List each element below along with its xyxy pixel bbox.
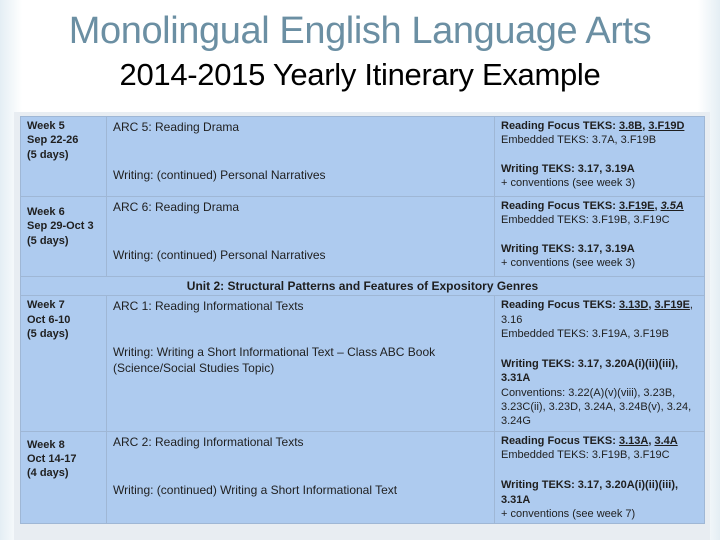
writing-topic: Writing: (continued) Writing a Short Informational Text	[113, 482, 398, 497]
teks-code: 3.5A	[660, 200, 684, 212]
reading-focus-label: Reading Focus TEKS:	[501, 434, 616, 447]
week-dates: Oct 6-10	[27, 313, 71, 326]
unit-banner: Unit 2: Structural Patterns and Features of Expository Genres	[21, 277, 705, 296]
week-label: Week 8	[27, 438, 65, 451]
writing-topic-line2: (Science/Social Studies Topic)	[113, 361, 275, 376]
conventions-line: 3.23C(ii), 3.23D, 3.24A, 3.24B(v), 3.24,	[501, 401, 692, 414]
week-days: (4 days)	[27, 467, 69, 480]
reading-focus-label: Reading Focus TEKS:	[501, 200, 616, 212]
arc-cell	[107, 197, 495, 277]
week-dates: Sep 22-26	[27, 134, 79, 147]
teks-cell: Reading Focus TEKS: 3.8B, 3.F19D Embedded TEKS: 3.7A, 3.F19B Writing TEKS: 3.17, 3.19A + conventions (see week 3)	[495, 117, 705, 197]
week-cell	[21, 117, 107, 197]
arc-cell	[107, 431, 495, 523]
arc-title: ARC 2: Reading Informational Texts	[113, 434, 304, 449]
week-days: (5 days)	[27, 234, 69, 247]
writing-teks: Writing TEKS: 3.17, 3.20A(i)(ii)(iii), 3.31A	[501, 479, 679, 506]
reading-focus-label: Reading Focus TEKS:	[501, 120, 616, 132]
teks-cell: Reading Focus TEKS: 3.F19E, 3.5A Embedded TEKS: 3.F19B, 3.F19C Writing TEKS: 3.17, 3.19A + conventions (see week 3)	[495, 197, 705, 277]
slide-title: Monolingual English Language Arts	[68, 10, 652, 52]
week-label: Week 5	[27, 120, 65, 132]
writing-teks: Writing TEKS: 3.17, 3.19A	[501, 242, 635, 255]
teks-code: 3.F19E	[654, 299, 690, 312]
embedded-teks: Embedded TEKS: 3.F19B, 3.F19C	[501, 214, 670, 227]
writing-topic: Writing: (continued) Personal Narratives	[113, 248, 326, 262]
table-row	[21, 117, 705, 197]
writing-topic: Writing: (continued) Personal Narratives	[113, 168, 326, 182]
teks-code: 3.13A	[618, 434, 649, 447]
slide-subtitle: 2014-2015 Yearly Itinerary Example	[119, 57, 601, 92]
arc-title: ARC 5: Reading Drama	[113, 120, 240, 134]
teks-cell: Reading Focus TEKS: 3.13D, 3.F19E, 3.16 Embedded TEKS: 3.F19A, 3.F19B Writing TEKS: 3.17, 3.20A(i)(ii)(iii), 3.31A Conventions: 3.22(A)(v)(viii), 3.23B, 3.23C(ii), 3.23D, 3.24A, 3.24B(v), 3.24, 3.24G	[495, 296, 705, 431]
week-cell	[21, 296, 107, 431]
arc-title: ARC 1: Reading Informational Texts	[113, 299, 304, 314]
teks-code: 3.16	[501, 313, 523, 326]
conventions-line: Conventions: 3.22(A)(v)(viii), 3.23B,	[501, 386, 676, 399]
conventions-line: 3.24G	[501, 415, 531, 428]
teks-code: 3.4A	[654, 434, 678, 447]
week-days: (5 days)	[27, 148, 69, 161]
arc-title: ARC 6: Reading Drama	[113, 200, 240, 214]
week-label: Week 6	[27, 206, 65, 218]
embedded-teks: Embedded TEKS: 3.F19B, 3.F19C	[501, 448, 670, 461]
week-cell	[21, 197, 107, 277]
teks-code: 3.8B	[618, 120, 643, 132]
itinerary-table	[20, 116, 705, 524]
table-row	[21, 296, 705, 431]
week-dates: Oct 14-17	[27, 452, 77, 465]
teks-code: 3.F19D	[648, 120, 685, 132]
writing-teks: Writing TEKS: 3.17, 3.20A(i)(ii)(iii), 3.31A	[501, 358, 679, 385]
writing-teks: Writing TEKS: 3.17, 3.19A	[501, 162, 635, 175]
week-dates: Sep 29-Oct 3	[27, 220, 94, 233]
writing-teks-extra: + conventions (see week 3)	[501, 176, 636, 189]
reading-focus-label: Reading Focus TEKS:	[501, 299, 616, 312]
unit-banner-row	[21, 277, 705, 296]
week-label: Week 7	[27, 299, 65, 312]
teks-cell: Reading Focus TEKS: 3.13A, 3.4A Embedded TEKS: 3.F19B, 3.F19C Writing TEKS: 3.17, 3.20A(i)(ii)(iii), 3.31A + conventions (see week 7)	[495, 431, 705, 523]
teks-code: 3.F19E	[618, 200, 655, 212]
teks-code: 3.13D	[618, 299, 649, 312]
arc-cell	[107, 117, 495, 197]
table-row	[21, 431, 705, 523]
arc-cell	[107, 296, 495, 431]
embedded-teks: Embedded TEKS: 3.F19A, 3.F19B	[501, 327, 669, 340]
writing-teks-extra: + conventions (see week 3)	[501, 256, 636, 269]
week-days: (5 days)	[27, 327, 69, 340]
embedded-teks: Embedded TEKS: 3.7A, 3.F19B	[501, 134, 657, 147]
table-row	[21, 197, 705, 277]
writing-teks-extra: + conventions (see week 7)	[501, 507, 636, 520]
writing-topic: Writing: Writing a Short Informational Text – Class ABC Book	[113, 345, 436, 360]
week-cell	[21, 431, 107, 523]
